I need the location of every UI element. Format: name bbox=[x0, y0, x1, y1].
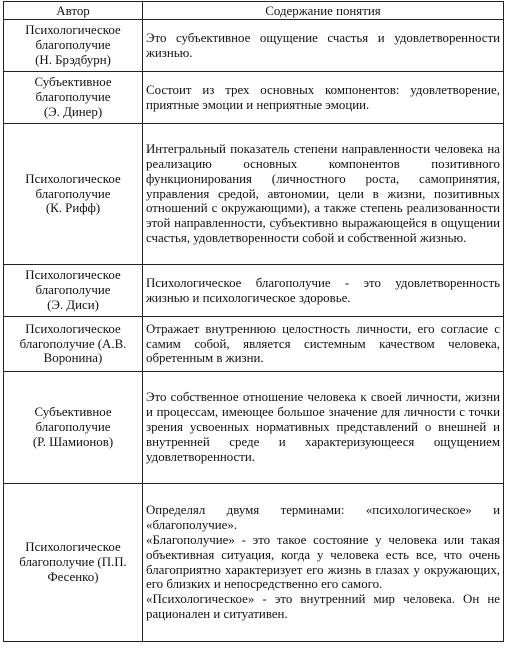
column-header-content: Содержание понятия bbox=[143, 2, 504, 20]
author-line: (Р. Шамионов) bbox=[32, 434, 114, 449]
table-row bbox=[4, 317, 504, 372]
author-cell bbox=[4, 265, 143, 317]
table-row bbox=[4, 72, 504, 124]
author-cell bbox=[4, 72, 143, 124]
content-cell bbox=[143, 72, 504, 124]
author-line: (Э. Диси) bbox=[47, 297, 99, 312]
content-paragraph: Отражает внутреннюю целостность личности, его согласие с самим собой, является системным качеством человека, обретенным в жизни. bbox=[146, 321, 500, 366]
table-row bbox=[4, 372, 504, 484]
author-line: Психологическое bbox=[25, 171, 121, 186]
author-cell bbox=[4, 20, 143, 72]
author-line: благополучие bbox=[35, 283, 111, 298]
author-line: Психологическое bbox=[25, 321, 121, 336]
author-line: Воронина) bbox=[43, 351, 103, 366]
content-cell bbox=[143, 124, 504, 265]
content-cell bbox=[143, 265, 504, 317]
content-paragraph: Это субъективное ощущение счастья и удовлетворенности жизнью. bbox=[146, 30, 500, 60]
content-paragraph: Интегральный показатель степени направленности человека на реализацию основных компонентов позитивного функционирования (личностного роста, самопринятия, управления средой, автономии, цели в жизни, позитивных отношений с окружающими), а также степень реализованности этой направленности, субъективно выражающейся в ощущении счастья, удовлетворенности собой и собственной жизнью. bbox=[146, 141, 500, 246]
content-paragraph: «Благополучие» - это такое состояние у человека или такая объективная ситуация, когда у человека есть все, что очень благоприятно характеризует его жизнь в глазах у окружающих, его близких и непосредственно его самого. bbox=[146, 532, 500, 592]
column-header-author: Автор bbox=[4, 2, 143, 20]
table-row bbox=[4, 484, 504, 642]
author-line: благополучие (П.П. bbox=[19, 555, 127, 570]
author-line: благополучие bbox=[35, 420, 111, 435]
author-line: благополучие bbox=[35, 38, 111, 53]
content-paragraph: Определял двумя терминами: «психологическое» и «благополучие». bbox=[146, 502, 500, 532]
content-paragraph: Психологическое благополучие - это удовлетворенность жизнью и психологическое здоровье. bbox=[146, 275, 500, 305]
author-line: (Э. Динер) bbox=[43, 104, 103, 119]
author-line: (Н. Брэдбурн) bbox=[35, 52, 111, 67]
content-cell bbox=[143, 372, 504, 484]
author-line: Психологическое bbox=[25, 540, 121, 555]
table-header-row bbox=[4, 2, 504, 20]
content-paragraph: «Психологическое» - это внутренний мир человека. Он не рационален и ситуативен. bbox=[146, 592, 500, 622]
content-paragraph: Состоит из трех основных компонентов: удовлетворение, приятные эмоции и неприятные эмоции. bbox=[146, 82, 500, 112]
content-paragraph: Это собственное отношение человека к своей личности, жизни и процессам, имеющее большое значение для личности с точки зрения усвоенных нормативных представлений о внешней и внутренней среде и характеризующееся ощущением удовлетворенности. bbox=[146, 390, 500, 464]
author-cell bbox=[4, 317, 143, 372]
author-line: благополучие bbox=[35, 90, 111, 105]
author-line: Психологическое bbox=[25, 23, 121, 38]
table-row bbox=[4, 20, 504, 72]
author-line: Субъективное bbox=[34, 405, 112, 420]
table-row bbox=[4, 124, 504, 265]
author-line: Психологическое bbox=[25, 268, 121, 283]
author-cell bbox=[4, 484, 143, 642]
author-line: благополучие (А.В. bbox=[19, 336, 127, 351]
content-cell bbox=[143, 484, 504, 642]
author-line: Фесенко) bbox=[47, 569, 99, 584]
content-cell bbox=[143, 317, 504, 372]
table-row bbox=[4, 265, 504, 317]
author-cell bbox=[4, 372, 143, 484]
content-cell bbox=[143, 20, 504, 72]
author-cell bbox=[4, 124, 143, 265]
author-line: благополучие bbox=[35, 186, 111, 201]
author-line: Субъективное bbox=[34, 75, 112, 90]
definitions-table bbox=[3, 1, 504, 642]
author-line: (К. Рифф) bbox=[45, 201, 101, 216]
